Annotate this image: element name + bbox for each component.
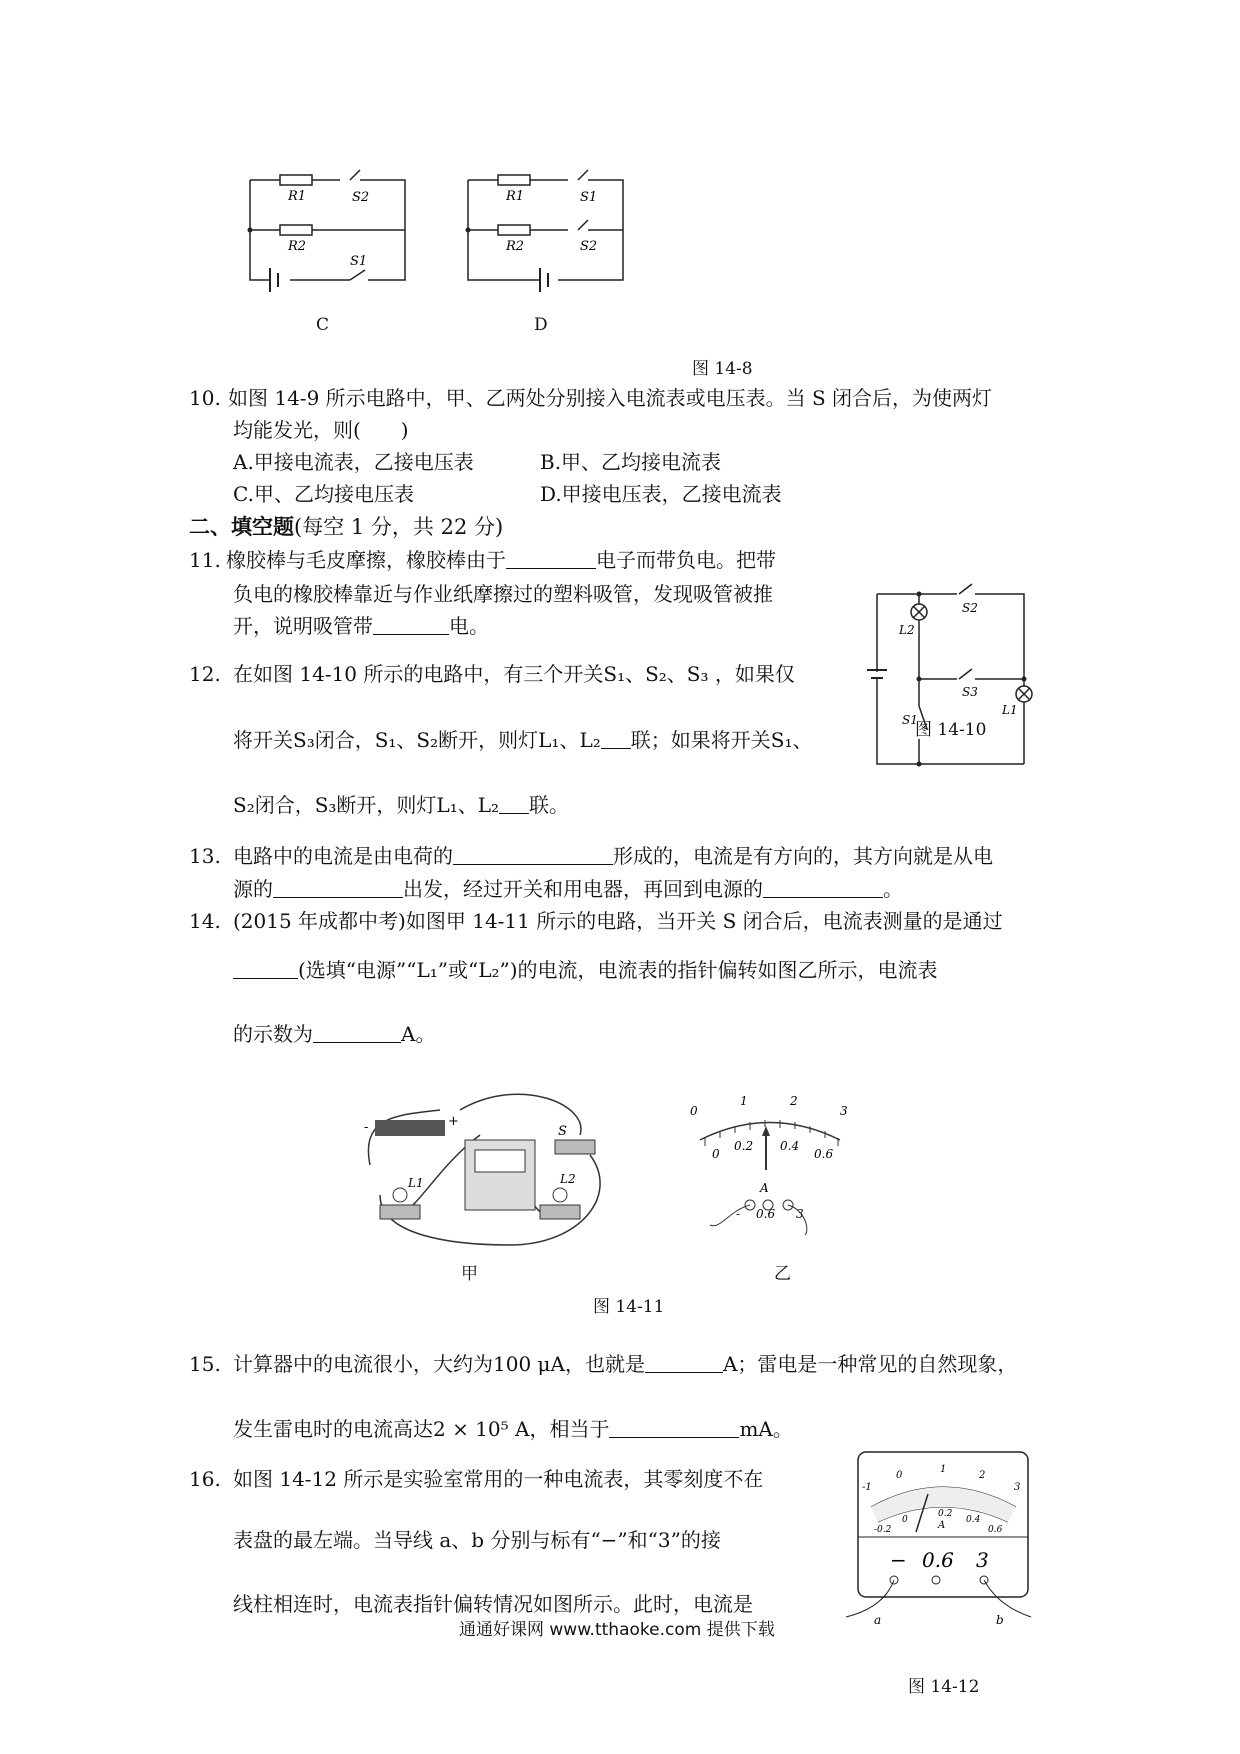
q12-line1: 在如图 14-10 所示的电路中，有三个开关S₁、S₂、S₃ ，如果仅: [233, 662, 795, 686]
q14-line2: (选填“电源”“L₁”或“L₂”)的电流，电流表的指针偏转如图乙所示，电流表: [233, 960, 938, 980]
q13-line2: 源的 出发，经过开关和用电器，再回到电源的 。: [233, 877, 903, 901]
svg-text:L2: L2: [560, 1172, 576, 1186]
q14-line3: 的示数为 A。: [233, 1022, 436, 1046]
circuit-photo-jia: [360, 1095, 600, 1245]
svg-text:S3: S3: [962, 685, 978, 699]
figure-caption-14-11: 图 14-11: [593, 1297, 665, 1317]
figure-label-yi: 乙: [774, 1264, 791, 1284]
q10-line1: 如图 14-9 所示电路中，甲、乙两处分别接入电流表或电压表。当 S 闭合后，为使两灯: [228, 386, 993, 410]
svg-text:S1: S1: [350, 254, 368, 269]
figure-label-c: C: [316, 315, 330, 335]
svg-text:A: A: [938, 1520, 946, 1531]
svg-text:0.2: 0.2: [734, 1139, 754, 1153]
svg-text:0.6: 0.6: [756, 1207, 776, 1221]
q15-line2: 发生雷电时的电流高达2 × 10⁵ A，相当于 mA。: [233, 1417, 793, 1441]
svg-text:3: 3: [1014, 1482, 1021, 1493]
q11-line1: 橡胶棒与毛皮摩擦，橡胶棒由于 电子而带负电。把带: [226, 548, 776, 572]
circuit-diagram-c: [250, 170, 410, 290]
svg-text:0.6: 0.6: [922, 1548, 954, 1572]
svg-text:L1: L1: [408, 1176, 424, 1190]
q12-line2: 将开关S₃闭合，S₁、S₂断开，则灯L₁、L₂ 联；如果将开关S₁、: [233, 728, 813, 752]
svg-text:R2: R2: [506, 239, 525, 254]
svg-text:-: -: [736, 1207, 741, 1221]
svg-text:0.6: 0.6: [814, 1147, 834, 1161]
svg-text:1: 1: [740, 1094, 748, 1108]
svg-text:S1: S1: [580, 190, 598, 205]
svg-text:−: −: [890, 1548, 907, 1572]
q13-number: 13.: [189, 844, 221, 868]
svg-text:0: 0: [896, 1470, 903, 1481]
svg-text:-: -: [364, 1120, 369, 1135]
svg-text:b: b: [996, 1613, 1004, 1627]
svg-text:L2: L2: [899, 623, 915, 637]
q11-line2: 负电的橡胶棒靠近与作业纸摩擦过的塑料吸管，发现吸管被推: [233, 582, 773, 606]
section-heading: 二、填空题(每空 1 分，共 22 分): [189, 515, 504, 539]
q11-number: 11.: [189, 548, 221, 572]
svg-text:3: 3: [796, 1207, 804, 1221]
svg-text:0: 0: [712, 1147, 720, 1161]
svg-text:3: 3: [840, 1104, 848, 1118]
circuit-diagram-d: [468, 170, 628, 290]
svg-text:S2: S2: [580, 239, 598, 254]
q10-option-c: C.甲、乙均接电压表: [233, 482, 414, 506]
svg-text:A: A: [760, 1181, 769, 1195]
svg-text:0.4: 0.4: [780, 1139, 800, 1153]
svg-text:0: 0: [902, 1515, 908, 1525]
q14-number: 14.: [189, 909, 221, 933]
q10-option-a: A.甲接电流表，乙接电压表: [233, 450, 474, 474]
svg-text:0.2: 0.2: [938, 1509, 953, 1519]
svg-text:L1: L1: [1002, 703, 1018, 717]
ammeter-dial-yi: [690, 1094, 850, 1240]
svg-text:S: S: [558, 1124, 567, 1139]
svg-text:2: 2: [790, 1094, 798, 1108]
q16-line2: 表盘的最左端。当导线 a、b 分别与标有“−”和“3”的接: [233, 1528, 721, 1552]
svg-text:2: 2: [979, 1470, 986, 1481]
q10-option-b: B.甲、乙均接电流表: [540, 450, 722, 474]
figure-caption-14-8: 图 14-8: [692, 359, 753, 379]
svg-text:0.4: 0.4: [966, 1515, 981, 1525]
svg-text:a: a: [874, 1613, 882, 1627]
svg-text:0: 0: [690, 1104, 698, 1118]
svg-text:0.6: 0.6: [988, 1525, 1003, 1535]
footer-watermark: 通通好课网 www.tthaoke.com 提供下载: [459, 1620, 775, 1640]
q13-line1: 电路中的电流是由电荷的 形成的，电流是有方向的，其方向就是从电: [233, 844, 993, 868]
svg-text:3: 3: [976, 1548, 989, 1572]
figure-caption-14-10: 图 14-10: [915, 720, 987, 740]
q14-line1: (2015 年成都中考)如图甲 14-11 所示的电路，当开关 S 闭合后，电流表测量的是通过: [233, 909, 1003, 933]
svg-text:-0.2: -0.2: [874, 1525, 892, 1535]
circuit-diagram-14-10: [877, 594, 1027, 727]
q15-line1: 计算器中的电流很小，大约为100 μA，也就是 A；雷电是一种常见的自然现象，: [233, 1352, 1018, 1376]
ammeter-diagram-14-12: [856, 1452, 1036, 1652]
q12-number: 12.: [189, 662, 221, 686]
q15-number: 15.: [189, 1352, 221, 1376]
figure-caption-14-12: 图 14-12: [908, 1677, 980, 1697]
q16-line3: 线柱相连时，电流表指针偏转情况如图所示。此时，电流是: [233, 1592, 753, 1616]
svg-text:-1: -1: [862, 1482, 872, 1493]
svg-text:R1: R1: [288, 189, 307, 204]
svg-text:+: +: [448, 1114, 459, 1129]
svg-text:S2: S2: [962, 601, 978, 615]
q11-line3: 开，说明吸管带 电。: [233, 614, 489, 638]
figure-label-jia: 甲: [461, 1264, 478, 1284]
q10-number: 10.: [189, 386, 221, 410]
svg-text:S2: S2: [352, 190, 370, 205]
svg-text:S1: S1: [902, 713, 918, 727]
q10-option-d: D.甲接电压表，乙接电流表: [540, 482, 782, 506]
svg-text:1: 1: [940, 1464, 947, 1475]
q16-line1: 如图 14-12 所示是实验室常用的一种电流表，其零刻度不在: [233, 1467, 764, 1491]
q12-line3: S₂闭合，S₃断开，则灯L₁、L₂ 联。: [233, 793, 570, 817]
svg-text:R2: R2: [288, 239, 307, 254]
q10-line2: 均能发光，则( ): [233, 418, 409, 442]
svg-text:R1: R1: [506, 189, 525, 204]
q16-number: 16.: [189, 1467, 221, 1491]
figure-label-d: D: [534, 315, 548, 335]
